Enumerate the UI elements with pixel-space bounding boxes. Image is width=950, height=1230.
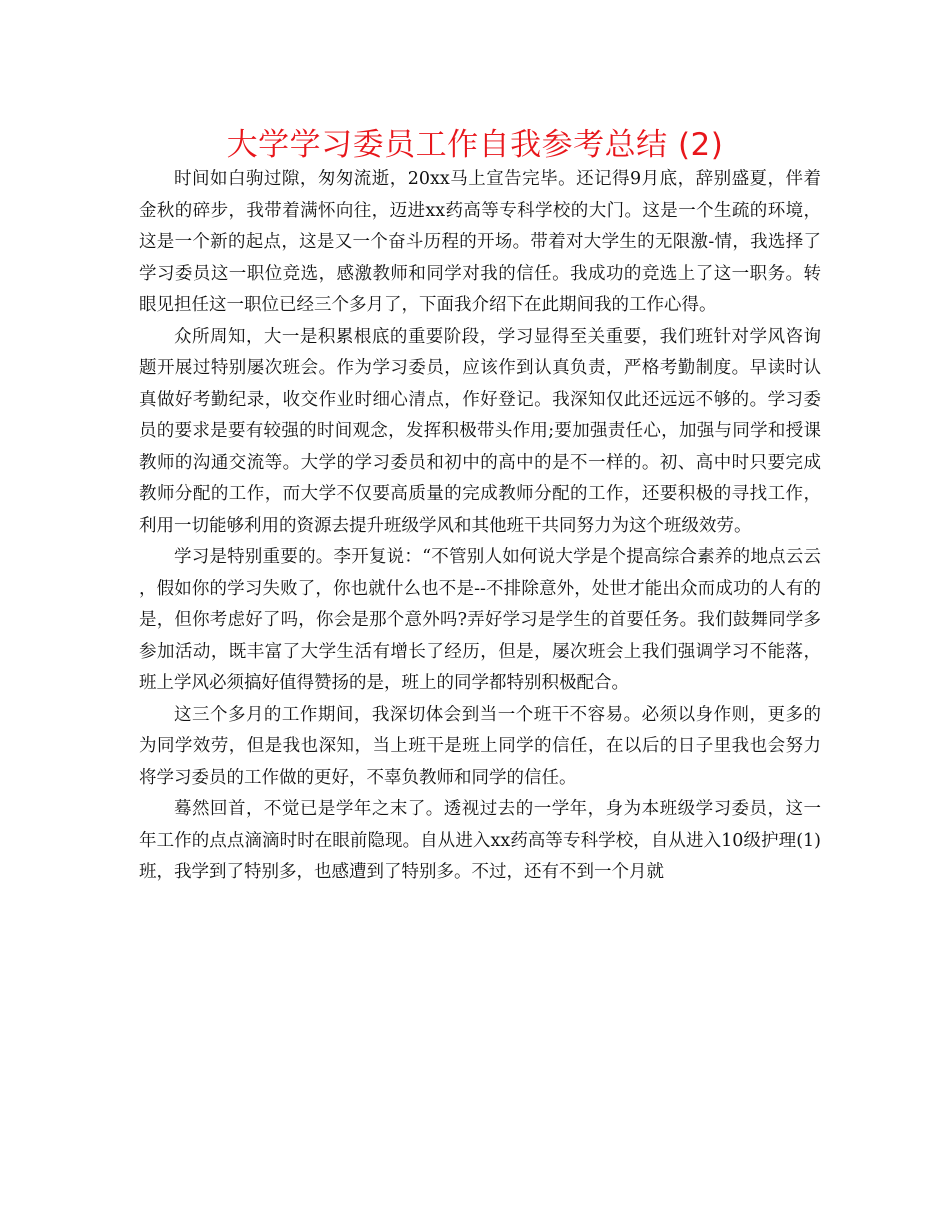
- document-body: [139, 164, 821, 889]
- paragraph-3: 学习是特别重要的。李开复说：“不管别人如何说大学是个提高综合素养的地点云云，假如你的学习失败了，你也就什么也不是--不排除意外，处世才能出众而成功的人有的是，但你考虑好了吗，你会是那个意外吗?弄好学习是学生的首要任务。我们鼓舞同学多参加活动，既丰富了大学生活有增长了经历，但是，屡次班会上我们强调学习不能落，班上学风必须搞好值得赞扬的是，班上的同学都特别积极配合。: [139, 547, 821, 693]
- document-title: 大学学习委员工作自我参考总结 (2): [226, 127, 724, 163]
- paragraph-5: 蓦然回首，不觉已是学年之末了。透视过去的一学年，身为本班级学习委员，这一年工作的点点滴滴时时在眼前隐现。自从进入xx药高等专科学校，自从进入10级护理(1)班，我学到了特别多，也感遭到了特别多。不过，还有不到一个月就: [139, 799, 821, 882]
- paragraph-1: 时间如白驹过隙，匆匆流逝，20xx马上宣告完毕。还记得9月底，辞别盛夏，伴着金秋的碎步，我带着满怀向往，迈进xx药高等专科学校的大门。这是一个生疏的环境，这是一个新的起点，这是又一个奋斗历程的开场。带着对大学生的无限激-情，我选择了学习委员这一职位竞选，感激教师和同学对我的信任。我成功的竞选上了这一职务。转眼见担任这一职位已经三个多月了，下面我介绍下在此期间我的工作心得。: [139, 169, 821, 315]
- paragraph-4: 这三个多月的工作期间，我深切体会到当一个班干不容易。必须以身作则，更多的为同学效劳，但是我也深知，当上班干是班上同学的信任，在以后的日子里我也会努力将学习委员的工作做的更好，不辜负教师和同学的信任。: [139, 704, 821, 788]
- paragraph-2: 众所周知，大一是积累根底的重要阶段，学习显得至关重要，我们班针对学风咨询题开展过特别屡次班会。作为学习委员，应该作到认真负责，严格考勤制度。早读时认真做好考勤纪录，收交作业时细心清点，作好登记。我深知仅此还远远不够的。学习委员的要求是要有较强的时间观念，发挥积极带头作用;要加强责任心，加强与同学和授课教师的沟通交流等。大学的学习委员和初中的高中的是不一样的。初、高中时只要完成教师分配的工作，而大学不仅要高质量的完成教师分配的工作，还要积极的寻找工作，利用一切能够利用的资源去提升班级学风和其他班干共同努力为这个班级效劳。: [139, 326, 821, 536]
